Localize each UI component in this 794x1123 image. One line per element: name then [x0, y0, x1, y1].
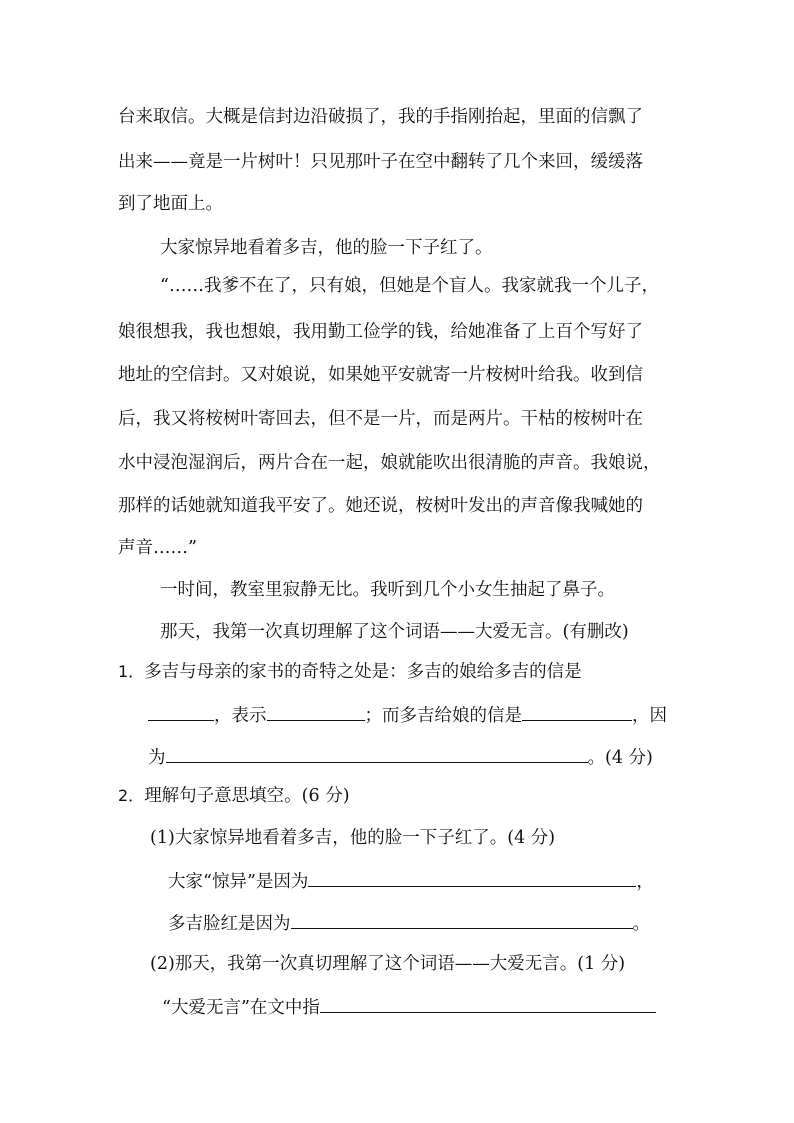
answer-blank[interactable] — [320, 994, 656, 1013]
passage-line: 出来——竟是一片树叶！只见那叶子在空中翻转了几个来回，缓缓落 — [118, 152, 643, 172]
passage-line: 声音……” — [118, 538, 197, 558]
passage-line: 水中浸泡湿润后，两片合在一起，娘就能吹出很清脆的声音。我娘说， — [118, 453, 661, 473]
passage-line: “……我爹不在了，只有娘，但她是个盲人。我家就我一个儿子， — [160, 276, 659, 296]
question-number: 2． — [118, 786, 145, 805]
question-2-sub-1-line-1: 大家“惊异”是因为 ， — [168, 868, 654, 894]
passage-line: 到了地面上。 — [118, 194, 223, 214]
passage-line: 娘很想我，我也想娘，我用勤工俭学的钱，给她准备了上百个写好了 — [118, 322, 643, 342]
answer-blank[interactable] — [291, 910, 633, 929]
answer-blank[interactable] — [267, 702, 365, 721]
question-2-sub-2-line-1: “大爱无言”在文中指 — [162, 994, 656, 1020]
passage-line: 台来取信。大概是信封边沿破损了，我的手指刚抬起，里面的信飘了 — [118, 107, 643, 127]
answer-blank[interactable] — [166, 744, 588, 763]
answer-blank[interactable] — [522, 702, 632, 721]
passage-line: 地址的空信封。又对娘说，如果她平安就寄一片桉树叶给我。收到信 — [118, 365, 643, 385]
answer-blank[interactable] — [308, 868, 636, 887]
passage-line: 后，我又将桉树叶寄回去，但不是一片，而是两片。干枯的桉树叶在 — [118, 409, 643, 429]
question-2-line-1 — [118, 784, 350, 808]
question-text: 多吉与母亲的家书的奇特之处是：多吉的娘给多吉的信是 — [144, 662, 582, 682]
question-2-sub-2-label: (2)那天，我第一次真切理解了这个词语——大爱无言。(1 分) — [150, 954, 626, 974]
question-2-sub-1-label: (1)大家惊异地看着多吉，他的脸一下子红了。(4 分) — [150, 828, 556, 848]
question-number: 1． — [118, 662, 145, 681]
question-1-line-2: ，表示 ；而多吉给娘的信是 ，因 — [148, 702, 667, 728]
question-1-line-3: 为 。(4 分) — [148, 744, 653, 770]
answer-blank[interactable] — [148, 702, 214, 721]
question-2-sub-1-line-2: 多吉脸红是因为 。 — [168, 910, 650, 936]
question-text: 理解句子意思填空。(6 分) — [144, 786, 350, 806]
passage-line: 大家惊异地看着多吉，他的脸一下子红了。 — [160, 238, 493, 258]
passage-line: 一时间，教室里寂静无比。我听到几个小女生抽起了鼻子。 — [160, 580, 615, 600]
passage-line: 那样的话她就知道我平安了。她还说，桉树叶发出的声音像我喊她的 — [118, 496, 643, 516]
passage-line: 那天，我第一次真切理解了这个词语——大爱无言。(有删改) — [160, 622, 629, 642]
question-1-line-1 — [118, 660, 582, 684]
